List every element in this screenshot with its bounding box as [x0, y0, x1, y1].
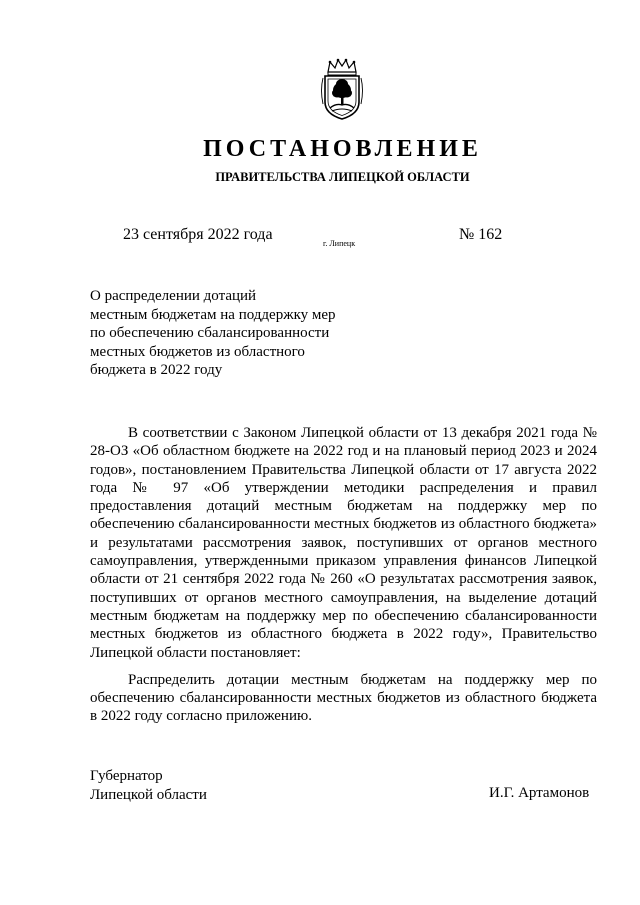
signatory-position [90, 767, 207, 804]
body-paragraph-resolution: Распределить дотации местным бюджетам на поддержку мер по обеспечению сбалансированности местных бюджетов из областного бюджета в 2022 году согласно приложению. [90, 671, 597, 725]
signatory-position-line: Губернатор [90, 768, 163, 784]
body-paragraph-preamble: В соответствии с Законом Липецкой области от 13 декабря 2021 года № 28-ОЗ «Об областном бюджете на 2022 год и на плановый период 2023 и 2024 годов», постановлением Правительства Липецкой области от 17 августа 2022 года № 97 «Об утверждении методики распределения и правил предоставления дотаций местным бюджетам на поддержку мер по обеспечению сбалансированности местных бюджетов из областного бюджета» и результатами рассмотрения заявок, поступивших от органов местного самоуправления, утвержденными приказом управления финансов Липецкой области от 21 сентября 2022 года № 260 «О результатах рассмотрения заявок, поступивших от органов местного самоуправления, на выделение дотаций местным бюджетам на поддержку мер по обеспечению сбалансированности местных бюджетов из областного бюджета в 2022 году», Правительство Липецкой области постановляет: [90, 425, 597, 661]
subject-line: по обеспечению сбалансированности [90, 325, 330, 341]
document-date: 23 сентября 2022 года [123, 226, 273, 243]
signatory-position-line: Липецкой области [90, 786, 207, 803]
subject-line: местным бюджетам на поддержку мер [90, 306, 336, 323]
document-issuer: ПРАВИТЕЛЬСТВА ЛИПЕЦКОЙ ОБЛАСТИ [215, 170, 470, 184]
document-title: ПОСТАНОВЛЕНИЕ [203, 136, 482, 162]
document-number: № 162 [459, 226, 503, 243]
document-body [90, 424, 597, 726]
document-subject [90, 287, 360, 380]
signatory-name: И.Г. Артамонов [489, 785, 590, 801]
coat-of-arms-icon [318, 58, 366, 122]
subject-line: местных бюджетов из областного [90, 343, 305, 360]
subject-line: О распределении дотаций [90, 288, 257, 304]
document-place: г. Липецк [323, 239, 356, 248]
subject-line: бюджета в 2022 году [90, 362, 223, 378]
